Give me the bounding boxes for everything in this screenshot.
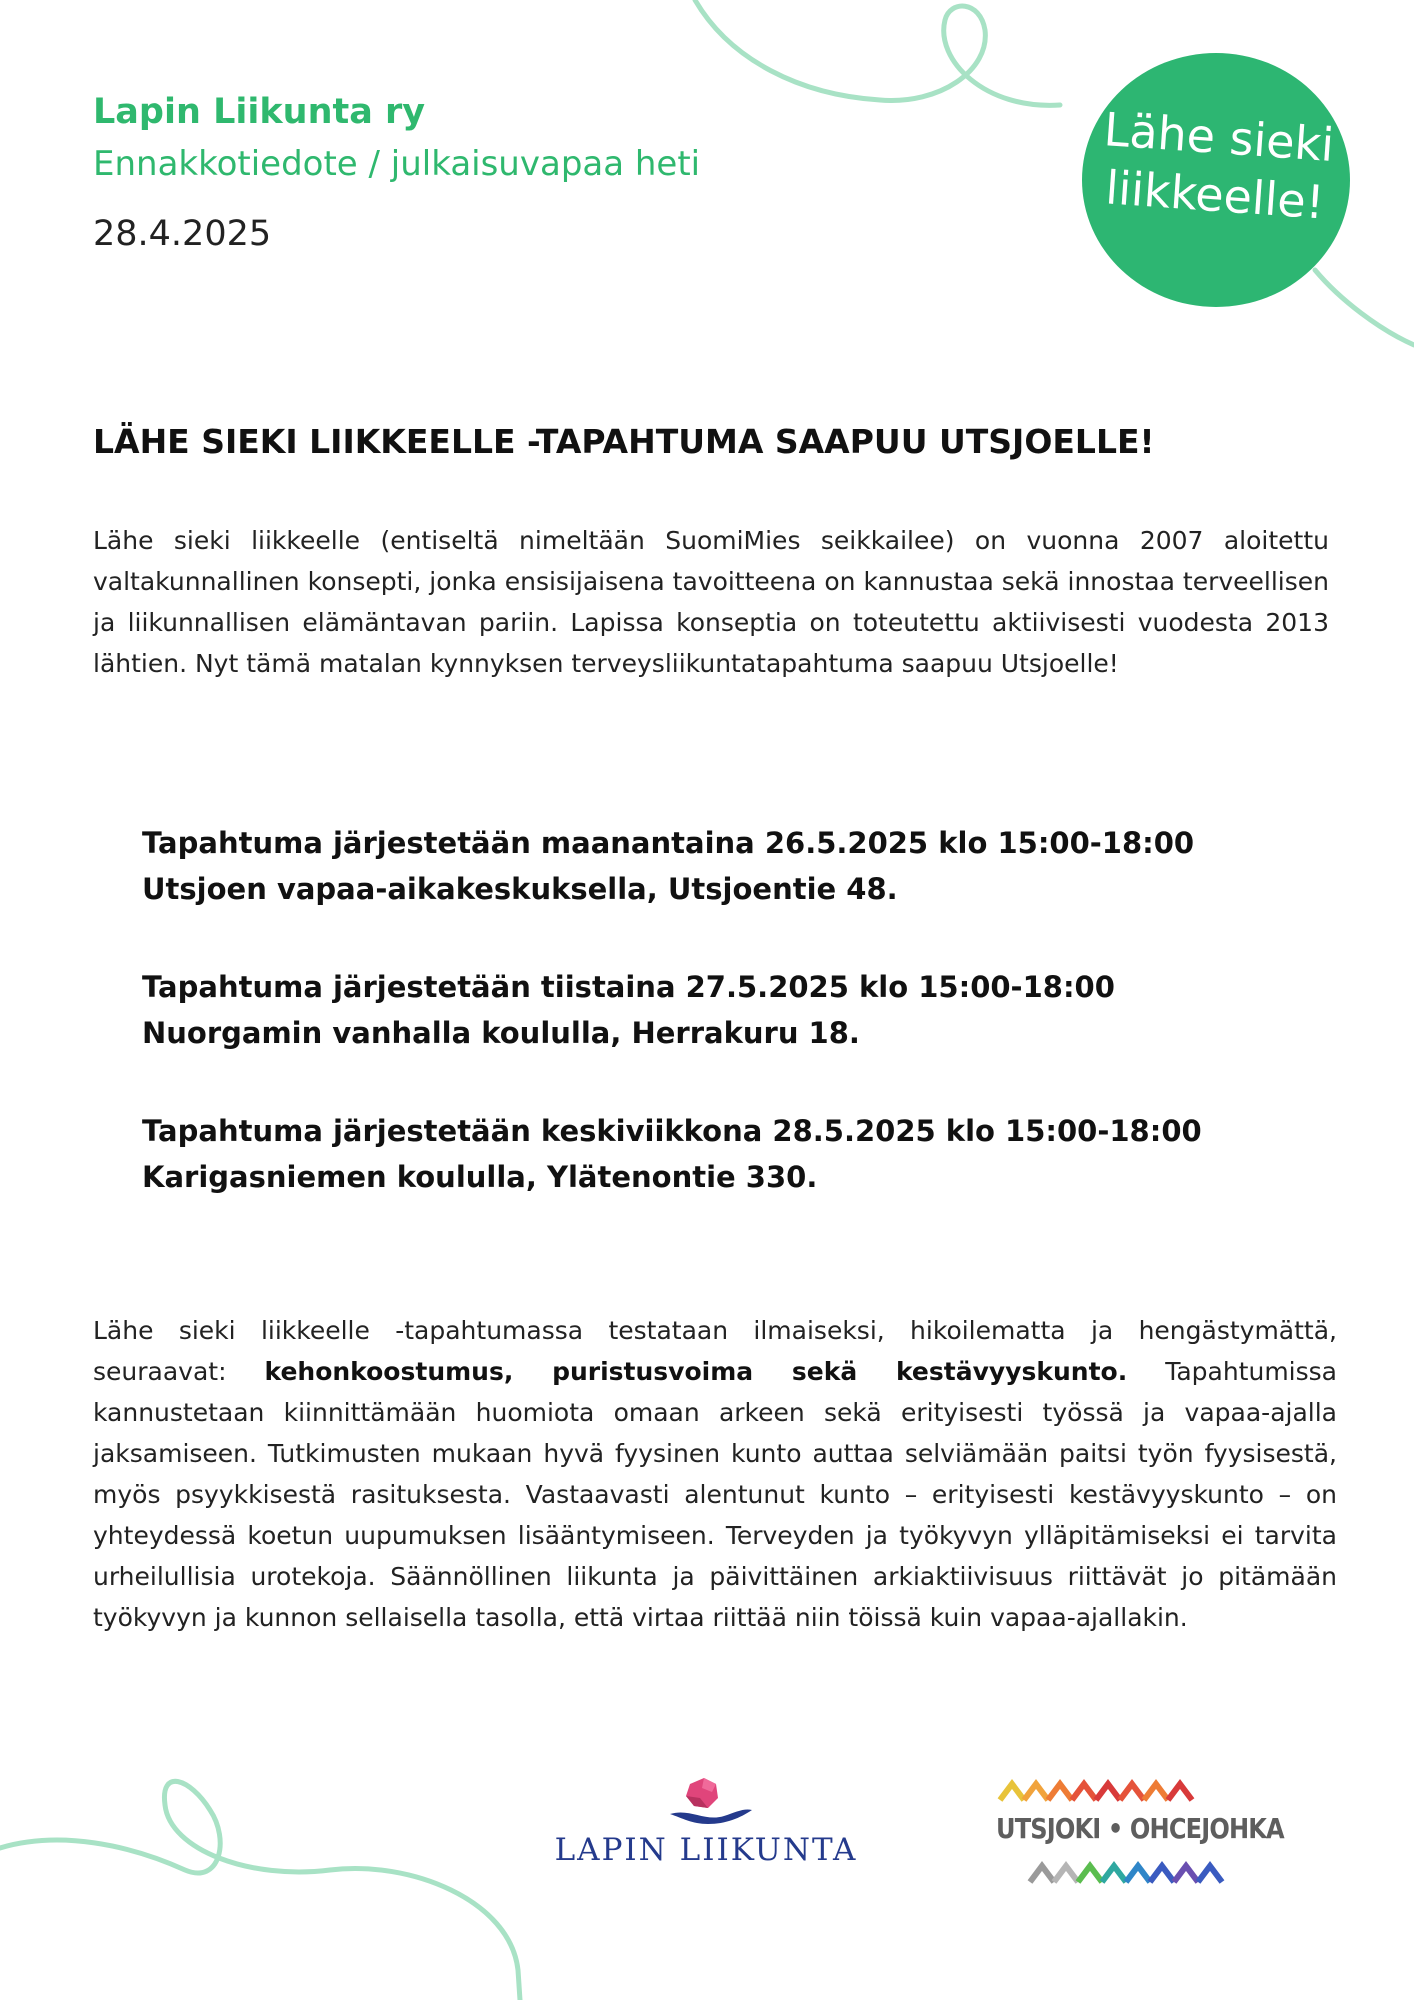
details-text-start: Lähe sieki liikkeelle -tapahtumassa testataan ilmaiseksi, hikoilematta ja hengästymättä, seuraavat:: [93, 1316, 1337, 1386]
details-paragraph: [93, 1310, 1337, 1638]
event-time: Tapahtuma järjestetään maanantaina 26.5.2025 klo 15:00-18:00: [142, 826, 1195, 860]
utsjoki-bottom-zigzag-icon: [990, 1860, 1280, 1886]
release-type: Ennakkotiedote / julkaisuvapaa heti: [93, 144, 701, 184]
event-item: [142, 964, 1292, 1056]
badge-line-2: liikkeelle!: [1103, 160, 1327, 230]
event-location: Karigasniemen koululla, Ylätenontie 330.: [142, 1160, 818, 1194]
utsjoki-ohcejohka-logo: [990, 1772, 1284, 1887]
event-item: [142, 820, 1292, 912]
event-list: [142, 820, 1292, 1252]
organization-name: Lapin Liikunta ry: [93, 92, 426, 132]
release-date: 28.4.2025: [93, 214, 272, 254]
event-item: [142, 1108, 1292, 1200]
utsjoki-wordmark: UTSJOKI • OHCEJOHKA: [996, 1812, 1284, 1845]
badge-line-1: Lähe sieki: [1102, 102, 1336, 173]
campaign-badge-text: [1088, 99, 1345, 232]
details-text-end: Tapahtumissa kannustetaan kiinnittämään huomiota omaan arkeen sekä erityisesti työssä ja vapaa-ajalla jaksamiseen. Tutkimusten mukaan hyvä fyysinen kunto auttaa selviämään paitsi työn fyysisestä, myös psyykkisestä rasituksesta. Vastaavasti alentunut kunto – erityisesti kestävyyskunto – on yhteydessä koetun uupumuksen lisääntymiseen. Terveyden ja työkyvyn ylläpitämiseksi ei tarvita urheilullisia urotekoja. Säännöllinen liikunta ja päivittäinen arkiaktiivisuus riittävät jo pitämään työkyvyn ja kunnon sellaisella tasolla, että virtaa riittää niin töissä kuin vapaa-ajallakin.: [93, 1357, 1337, 1632]
event-location: Nuorgamin vanhalla koululla, Herrakuru 18.: [142, 1016, 860, 1050]
intro-paragraph: Lähe sieki liikkeelle (entiseltä nimeltään SuomiMies seikkailee) on vuonna 2007 aloitettu valtakunnallinen konsepti, jonka ensisijaisena tavoitteena on kannustaa sekä innostaa terveellisen ja liikunnallisen elämäntavan pariin. Lapissa konseptia on toteutettu aktiivisesti vuodesta 2013 lähtien. Nyt tämä matalan kynnyksen terveysliikuntatapahtuma saapuu Utsjoelle!: [93, 526, 1329, 678]
lapin-liikunta-wordmark: LAPIN LIIKUNTA: [554, 1832, 858, 1868]
event-time: Tapahtuma järjestetään tiistaina 27.5.2025 klo 15:00-18:00: [142, 970, 1115, 1004]
event-location: Utsjoen vapaa-aikakeskuksella, Utsjoentie 48.: [142, 872, 898, 906]
lapin-liikunta-logo: [548, 1778, 864, 1878]
details-tested-items: kehonkoostumus, puristusvoima sekä kestävyyskunto.: [264, 1357, 1128, 1386]
headline: LÄHE SIEKI LIIKKEELLE -TAPAHTUMA SAAPUU UTSJOELLE!: [93, 422, 1155, 461]
utsjoki-top-zigzag-icon: [990, 1778, 1280, 1804]
event-time: Tapahtuma järjestetään keskiviikkona 28.5.2025 klo 15:00-18:00: [142, 1114, 1202, 1148]
lapin-liikunta-mark-icon: [660, 1778, 756, 1830]
